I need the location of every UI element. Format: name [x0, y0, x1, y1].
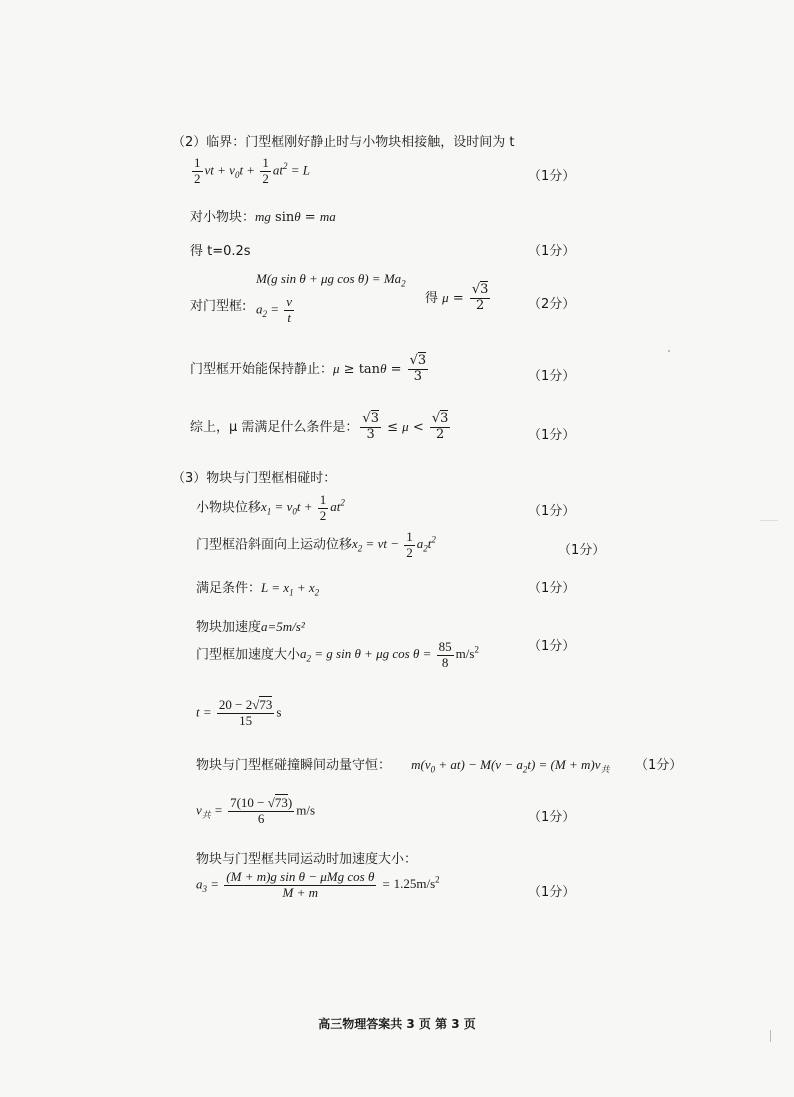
common-acceleration: $a_3$ = $\frac{\text{(M + m)g sin θ − μMg cos θ}}{M + m}$ = $1.25m/s^2$	[196, 869, 440, 900]
label: 综上，μ 需满足什么条件是：	[190, 419, 359, 435]
label: 物块加速度	[196, 620, 262, 635]
equation-distance: $\frac{1}{2}$ vt + $v_0t$ + $\frac{1}{2}$ $at^2 = L$	[194, 155, 310, 186]
frame-displacement: 门型框沿斜面向上运动位移$x_2$ = vt − $\frac{1}{2}$ $a_2t^2$	[196, 529, 436, 560]
scan-speck	[668, 350, 670, 352]
time-expression: t = $\frac{20 - 2√73}{15}$ s	[196, 697, 282, 728]
frame-force-equation: M(g sin θ + μg $\cos \theta) = Ma_2$	[256, 271, 406, 289]
scan-speck	[760, 520, 778, 521]
common-accel-label: 物块与门型框共同运动时加速度大小：	[196, 852, 418, 867]
score: （1分）	[528, 428, 576, 443]
condition-sum: 满足条件：$L = x_1 + x_2$	[196, 580, 320, 598]
block-displacement: 小物块位移$x_1 = v_0t$ + $\frac{1}{2}$ $at^2$	[196, 492, 345, 523]
frame-label: 对门型框:	[190, 299, 247, 314]
score: （1分）	[528, 581, 576, 596]
score: （1分）	[528, 504, 576, 519]
label: 小物块位移	[196, 500, 262, 516]
part3-heading: （3）物块与门型框相碰时：	[172, 471, 337, 486]
frame-accel-equation: $a_2$ = $\frac{v}{t}$	[256, 294, 293, 325]
label: 对小物块：	[190, 210, 256, 225]
score: （2分）	[528, 297, 576, 312]
page-footer: 高三物理答案共 3 页 第 3 页	[318, 1017, 476, 1031]
score: （1分）	[558, 543, 606, 558]
mu-range: 综上，μ 需满足什么条件是： $\frac{√3}{3}$ ≤ μ < $\frac{√3}{2}$	[190, 411, 449, 442]
scan-speck	[770, 1030, 771, 1042]
score: （1分）	[528, 169, 576, 184]
score: （1分）	[528, 369, 576, 384]
score: （1分）	[528, 639, 576, 654]
value: a=5m/s²	[261, 619, 305, 634]
label: 门型框沿斜面向上运动位移	[196, 537, 353, 553]
static-condition: 门型框开始能保持静止：μ ≥ tanθ = $\frac{√3}{3}$	[190, 353, 427, 384]
label: 物块与门型框碰撞瞬间动量守恒：	[196, 758, 392, 773]
mu-result: 得 μ = $\frac{√3}{2}$	[425, 282, 489, 313]
block-acceleration	[196, 616, 305, 635]
label: 门型框开始能保持静止：	[190, 361, 334, 377]
score: （1分）	[528, 885, 576, 900]
score: （1分）	[635, 758, 683, 773]
score: （1分）	[528, 810, 576, 825]
frame-acceleration: 门型框加速度大小$a_2 = g$ sin θ + μg cos θ = $\frac{85}{8}$ $m/s^2$	[196, 639, 479, 670]
momentum-conservation: 物块与门型框碰撞瞬间动量守恒： $m(v_0 + at) - M(v - a_2t) = (M + m)v_共$	[196, 757, 610, 776]
label: 门型框加速度大小	[196, 647, 301, 663]
score: （1分）	[528, 244, 576, 259]
block-force-equation: 对小物块：mg sinθ = ma	[190, 209, 336, 225]
label: 得	[425, 290, 439, 306]
part2-heading: （2）临界：门型框刚好静止时与小物块相接触，设时间为 t	[172, 135, 515, 150]
label: 满足条件：	[196, 581, 262, 596]
common-velocity: $v_共$ = $\frac{7(10 - √73)}{6}$ m/s	[196, 795, 316, 826]
time-result: 得 t=0.2s	[190, 244, 251, 259]
